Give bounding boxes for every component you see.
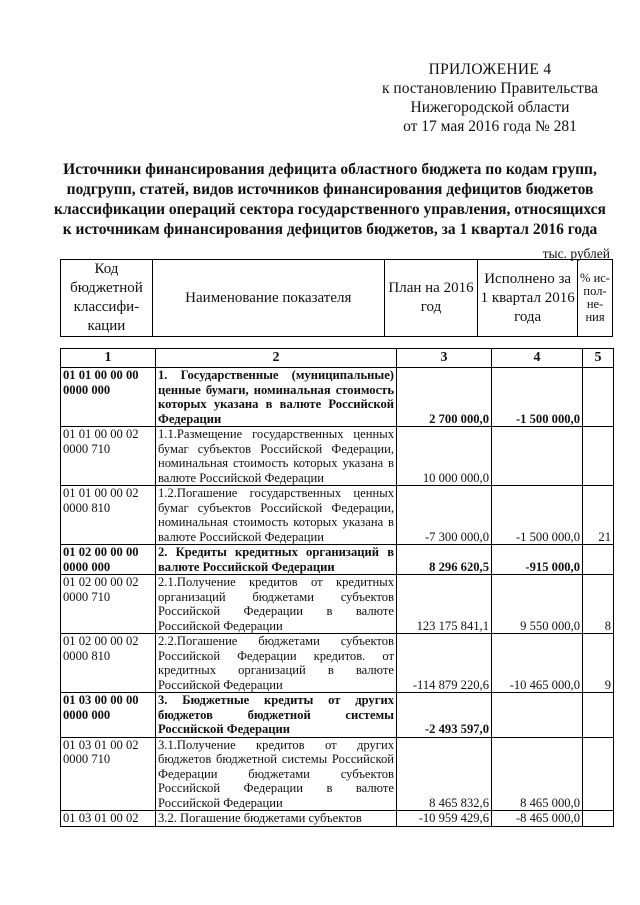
table-row xyxy=(61,811,614,827)
row-executed: -1 500 000,0 xyxy=(492,486,583,545)
table-row xyxy=(61,737,614,811)
row-percent xyxy=(583,737,614,811)
row-code: 01 03 00 00 00 0000 000 xyxy=(61,693,156,738)
row-executed: 9 550 000,0 xyxy=(492,575,583,634)
column-number: 5 xyxy=(583,349,614,368)
appendix-line: к постановлению Правительства xyxy=(382,80,598,97)
row-name: 3. Бюджетные кредиты от других бюджетов бюджетной системы Российской Федерации xyxy=(156,693,397,738)
row-plan: 8 465 832,6 xyxy=(397,737,492,811)
row-name: 1.1.Размещение государственных ценных бумаг субъектов Российской Федерации, номинальная стоимость которых указана в валюте Российской Федерации xyxy=(156,427,397,486)
row-code: 01 01 00 00 00 0000 000 xyxy=(61,368,156,427)
row-name: 2. Кредиты кредитных организаций в валюте Российской Федерации xyxy=(156,545,397,575)
header-plan: План на 2016 год xyxy=(384,260,478,337)
row-executed: -915 000,0 xyxy=(492,545,583,575)
row-percent xyxy=(583,427,614,486)
row-plan: 123 175 841,1 xyxy=(397,575,492,634)
row-code: 01 03 01 00 02 xyxy=(61,811,156,827)
header-code: Код бюджетной классифи-кации xyxy=(61,260,153,337)
row-name: 2.1.Получение кредитов от кредитных организаций бюджетами субъектов Российской Федерации в валюте Российской Федерации xyxy=(156,575,397,634)
data-table xyxy=(60,348,614,827)
row-percent xyxy=(583,693,614,738)
row-name: 1.2.Погашение государственных ценных бумаг субъектов Российской Федерации, номинальная стоимость которых указана в валюте Российской Федерации xyxy=(156,486,397,545)
row-code: 01 02 00 00 02 0000 710 xyxy=(61,575,156,634)
column-number: 3 xyxy=(397,349,492,368)
row-name: 3.1.Получение кредитов от других бюджетов бюджетной системы Российской Федерации бюджетами субъектов Российской Федерации в валюте Российской Федерации xyxy=(156,737,397,811)
row-code: 01 03 01 00 02 0000 710 xyxy=(61,737,156,811)
row-code: 01 02 00 00 02 0000 810 xyxy=(61,634,156,693)
row-code: 01 01 00 00 02 0000 810 xyxy=(61,486,156,545)
appendix-line: Нижегородской области xyxy=(410,99,570,116)
row-plan: 2 700 000,0 xyxy=(397,368,492,427)
row-executed: -10 465 000,0 xyxy=(492,634,583,693)
row-plan: 10 000 000,0 xyxy=(397,427,492,486)
header-name: Наименование показателя xyxy=(152,260,384,337)
row-executed xyxy=(492,693,583,738)
row-name: 3.2. Погашение бюджетами субъектов xyxy=(156,811,397,827)
column-number: 4 xyxy=(492,349,583,368)
row-name: 1. Государственные (муниципальные) ценные бумаги, номинальная стоимость которых указана в валюте Российской Федерации xyxy=(156,368,397,427)
table-row xyxy=(61,545,614,575)
table-row xyxy=(61,486,614,545)
table-row xyxy=(61,693,614,738)
appendix-title: ПРИЛОЖЕНИЕ 4 xyxy=(428,61,552,78)
row-percent: 8 xyxy=(583,575,614,634)
row-plan: -114 879 220,6 xyxy=(397,634,492,693)
row-percent xyxy=(583,811,614,827)
row-plan: -2 493 597,0 xyxy=(397,693,492,738)
row-percent: 9 xyxy=(583,634,614,693)
unit-label: тыс. рублей xyxy=(542,246,610,261)
table-row xyxy=(61,427,614,486)
table-row xyxy=(61,634,614,693)
row-plan: 8 296 620,5 xyxy=(397,545,492,575)
row-code: 01 02 00 00 00 0000 000 xyxy=(61,545,156,575)
document-title: Источники финансирования дефицита областного бюджета по кодам групп, подгрупп, статей, видов источников финансирования дефицитов бюджетов классификации операций сектора государственного управления, относящихся к источникам финансирования дефицитов бюджетов, за 1 квартал 2016 года xyxy=(54,161,606,238)
table-row xyxy=(61,575,614,634)
appendix-date: от 17 мая 2016 года № 281 xyxy=(403,118,577,135)
row-percent xyxy=(583,368,614,427)
column-number: 1 xyxy=(61,349,156,368)
row-name: 2.2.Погашение бюджетами субъектов Российской Федерации кредитов. от кредитных организаций в валюте Российской Федерации xyxy=(156,634,397,693)
header-percent: % ис-пол-не-ния xyxy=(578,260,613,337)
header-executed: Исполнено за 1 квартал 2016 года xyxy=(478,260,578,337)
row-executed: -8 465 000,0 xyxy=(492,811,583,827)
row-plan: -7 300 000,0 xyxy=(397,486,492,545)
row-executed: 8 465 000,0 xyxy=(492,737,583,811)
row-executed: -1 500 000,0 xyxy=(492,368,583,427)
row-plan: -10 959 429,6 xyxy=(397,811,492,827)
row-executed xyxy=(492,427,583,486)
table-row xyxy=(61,368,614,427)
row-code: 01 01 00 00 02 0000 710 xyxy=(61,427,156,486)
row-percent: 21 xyxy=(583,486,614,545)
row-percent xyxy=(583,545,614,575)
appendix-block xyxy=(360,60,620,136)
table-header xyxy=(60,259,613,337)
column-number: 2 xyxy=(156,349,397,368)
column-numbers-row xyxy=(61,349,614,368)
